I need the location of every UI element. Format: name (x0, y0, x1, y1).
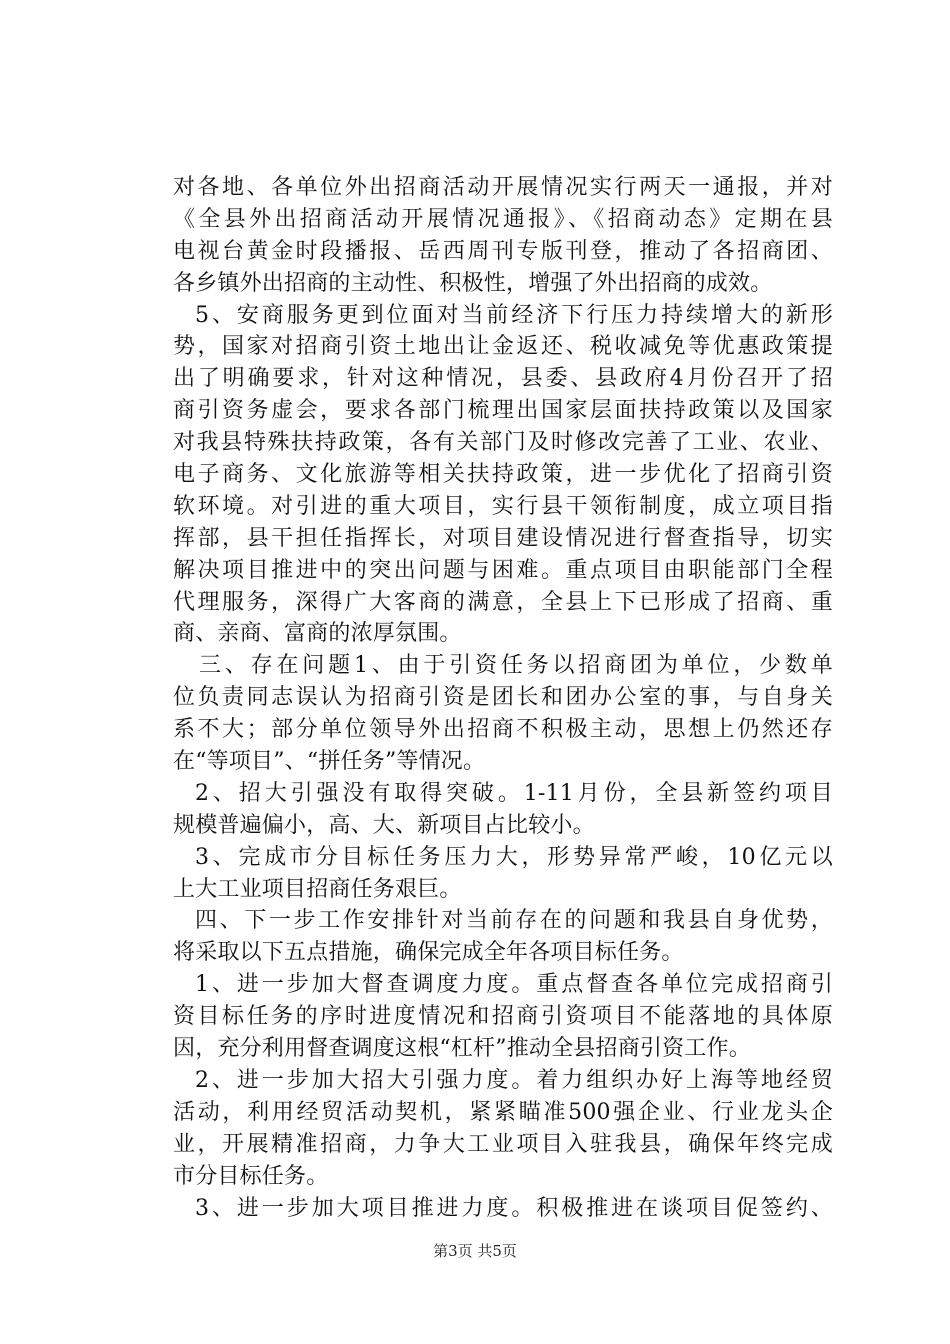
text-line: 2、招大引强没有取得突破。1-11月份，全县新签约项目 (195, 780, 833, 806)
page-footer: 第3页 共5页 (433, 1242, 517, 1260)
text-line: 市分目标任务。 (173, 1163, 329, 1189)
text-line: 位负责同志误认为招商引资是团长和团办公室的事，与自身关 (173, 685, 833, 711)
text-line: 3、完成市分目标任务压力大，形势异常严峻，10亿元以 (195, 844, 833, 870)
text-line: 因，充分利用督查调度这根“杠杆”推动全县招商引资工作。 (173, 1036, 751, 1062)
text-line: 在“等项目”、“拼任务”等情况。 (173, 749, 486, 775)
document-body (173, 172, 833, 1224)
text-line: 《全县外出招商活动开展情况通报》、《招商动态》定期在县 (173, 206, 833, 232)
text-line: 势，国家对招商引资土地出让金返还、税收减免等优惠政策提 (173, 334, 833, 360)
text-line: 挥部，县干担任指挥长，对项目建设情况进行督查指导，切实 (173, 525, 833, 551)
text-line: 2、进一步加大招大引强力度。着力组织办好上海等地经贸 (195, 1067, 833, 1093)
text-line: 上大工业项目招商任务艰巨。 (173, 876, 462, 902)
text-line: 系不大；部分单位领导外出招商不积极主动，思想上仍然还存 (173, 717, 833, 743)
text-line: 三、存在问题1、由于引资任务以招商团为单位，少数单 (199, 653, 833, 679)
text-line: 3、进一步加大项目推进力度。积极推进在谈项目促签约、 (195, 1195, 833, 1221)
text-line: 出了明确要求，针对这种情况，县委、县政府4月份召开了招 (173, 366, 833, 392)
text-line: 5、安商服务更到位面对当前经济下行压力持续增大的新形 (195, 302, 833, 328)
text-line: 代理服务，深得广大客商的满意，全县上下已形成了招商、重 (173, 589, 833, 615)
text-line: 软环境。对引进的重大项目，实行县干领衔制度，成立项目指 (173, 493, 833, 519)
text-line: 1、进一步加大督查调度力度。重点督查各单位完成招商引 (195, 972, 833, 998)
text-line: 对我县特殊扶持政策，各有关部门及时修改完善了工业、农业、 (173, 430, 833, 456)
text-line: 对各地、各单位外出招商活动开展情况实行两天一通报，并对 (173, 175, 833, 200)
text-line: 各乡镇外出招商的主动性、积极性，增强了外出招商的成效。 (173, 270, 773, 296)
text-line: 解决项目推进中的突出问题与困难。重点项目由职能部门全程 (173, 557, 833, 583)
text-line: 电视台黄金时段播报、岳西周刊专版刊登，推动了各招商团、 (173, 238, 833, 264)
text-line: 商引资务虚会，要求各部门梳理出国家层面扶持政策以及国家 (173, 398, 833, 424)
text-line: 业，开展精准招商，力争大工业项目入驻我县，确保年终完成 (173, 1131, 833, 1157)
text-line: 电子商务、文化旅游等相关扶持政策，进一步优化了招商引资 (173, 462, 833, 488)
text-line: 将采取以下五点措施，确保完成全年各项目标任务。 (173, 940, 684, 966)
text-line: 资目标任务的序时进度情况和招商引资项目不能落地的具体原 (173, 1004, 833, 1030)
text-line: 规模普遍偏小，高、大、新项目占比较小。 (173, 812, 595, 838)
text-line: 活动，利用经贸活动契机，紧紧瞄准500强企业、行业龙头企 (173, 1099, 833, 1125)
text-line: 商、亲商、富商的浓厚氛围。 (173, 621, 462, 647)
text-line: 四、下一步工作安排针对当前存在的问题和我县自身优势， (195, 908, 833, 934)
